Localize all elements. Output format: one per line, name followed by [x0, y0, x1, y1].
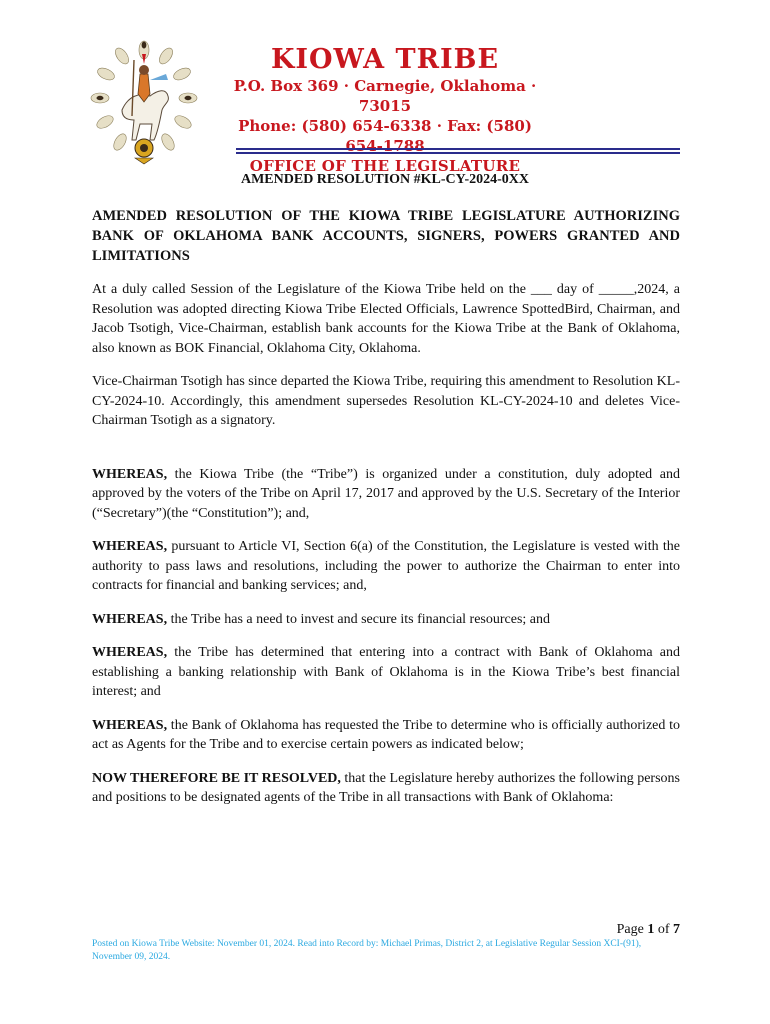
letterhead	[230, 44, 540, 176]
page-number	[560, 922, 680, 938]
clause-text: pursuant to Article VI, Section 6(a) of the Constitution, the Legislature is vested with the authority to pass laws and resolutions, including the power to authorize the Chairman to enter into contracts for financial and banking services; and,	[92, 539, 680, 593]
whereas-clause	[92, 716, 680, 755]
clause-lead: WHEREAS,	[92, 611, 168, 627]
page-of: of	[654, 922, 673, 937]
whereas-clause	[92, 610, 680, 630]
clause-text: the Bank of Oklahoma has requested the Tribe to determine who is officially authorized to act as Agents for the Tribe and to exercise certain powers as indicated below;	[92, 717, 680, 752]
posted-note: Posted on Kiowa Tribe Website: November 01, 2024. Read into Record by: Michael Primas, District 2, at Legislative Regular Session XCI-(91), November 09, 2024.	[92, 939, 642, 962]
whereas-clause	[92, 465, 680, 524]
clause-lead: WHEREAS,	[92, 466, 168, 482]
clause-text: the Tribe has determined that entering into a contract with Bank of Oklahoma and establishing a banking relationship with Bank of Oklahoma is in the Kiowa Tribe’s best financial interest; and	[92, 645, 680, 699]
kiowa-tribe-seal-icon	[88, 40, 200, 166]
tribe-phone-fax: Phone: (580) 654-6338 · Fax: (580) 654-1788	[238, 117, 532, 155]
clause-lead: NOW THEREFORE BE IT RESOLVED,	[92, 770, 341, 786]
page-total: 7	[673, 922, 680, 937]
clause-text: that the Legislature hereby authorizes the following persons and positions to be designated agents of the Tribe in all transactions with Bank of Oklahoma:	[92, 770, 680, 805]
clause-lead: WHEREAS,	[92, 645, 168, 660]
whereas-clause	[92, 643, 680, 702]
whereas-clause	[92, 537, 680, 596]
intro-paragraph: Vice-Chairman Tsotigh has since departed the Kiowa Tribe, requiring this amendment to Resolution KL-CY-2024-10. Accordingly, this amendment supersedes Resolution KL-CY-2024-10 and deletes Vice-Chairman Tsotigh as a signatory.	[92, 374, 680, 428]
header-divider	[236, 148, 680, 154]
resolution-number: AMENDED RESOLUTION #KL-CY-2024-0XX	[240, 172, 530, 187]
clause-lead: WHEREAS,	[92, 539, 168, 554]
clause-lead: WHEREAS,	[92, 717, 168, 733]
page-current: 1	[647, 922, 655, 937]
page-prefix: Page	[616, 922, 648, 937]
clause-text: the Tribe has a need to invest and secure its financial resources; and	[167, 611, 551, 627]
resolved-clause	[92, 769, 680, 808]
tribe-name: KIOWA TRIBE	[270, 44, 500, 75]
tribe-address: P.O. Box 369 · Carnegie, Oklahoma · 73015	[233, 77, 537, 115]
intro-paragraph: At a duly called Session of the Legislature of the Kiowa Tribe held on the ___ day of _____,2024, a Resolution was adopted directing Kiowa Tribe Elected Officials, Lawrence SpottedBird, Chairman, and Jacob Tsotigh, Vice-Chairman, establish bank accounts for the Kiowa Tribe at the Bank of Oklahoma, also known as BOK Financial, Oklahoma City, Oklahoma.	[92, 282, 680, 356]
clause-text: the Kiowa Tribe (the “Tribe”) is organized under a constitution, duly adopted and approved by the voters of the Tribe on April 17, 2017 and approved by the U.S. Secretary of the Interior (“Secretary”)(the “Constitution”); and,	[92, 466, 680, 521]
office-name: OFFICE OF THE LEGISLATURE	[249, 157, 521, 175]
document-body	[92, 206, 680, 822]
resolution-title: AMENDED RESOLUTION OF THE KIOWA TRIBE LEGISLATURE AUTHORIZING BANK OF OKLAHOMA BANK ACCOUNTS, SIGNERS, POWERS GRANTED AND LIMITATIONS	[92, 208, 680, 264]
